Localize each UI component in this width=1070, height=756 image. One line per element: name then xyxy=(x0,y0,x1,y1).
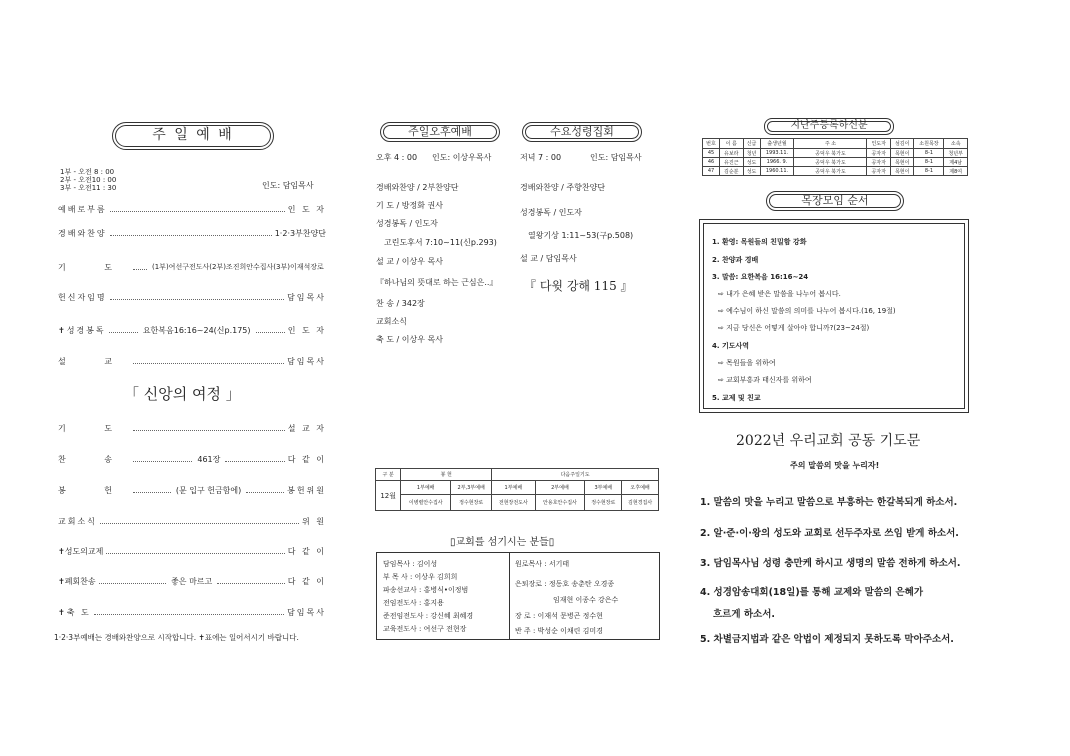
duty-table xyxy=(375,468,659,511)
order-row: 찬 송 461장 다 같 이 xyxy=(58,454,326,464)
newcomer-row: 46 유진근 성도 1966. 9. 공덕우 북가도 공자자 목현이 8-1 제4남 xyxy=(703,158,968,167)
afternoon-line: 성경봉독 / 인도자 xyxy=(376,219,438,228)
newcomer-header: 소원목장 xyxy=(914,139,944,149)
newcomer-header: 주 소 xyxy=(794,139,867,149)
afternoon-line: 교회소식 xyxy=(376,317,407,326)
order-row: ✝성도의교제 다 같 이 xyxy=(58,546,326,556)
newcomer-header: 섬김이 xyxy=(890,139,914,149)
prayer-title: 2022년 우리교회 공동 기도문 xyxy=(736,433,921,449)
staff-left: 준전임전도사 : 강신혜 최혜경 xyxy=(383,612,474,620)
order-row: 설 교 담임목사 xyxy=(58,356,326,366)
sunday-sermon: 「 신앙의 여정 」 xyxy=(124,385,241,403)
newcomer-header: 이 름 xyxy=(720,139,744,149)
sunday-footnote: 1·2·3부예배는 경배와찬양으로 시작합니다. ✝표에는 일어서시기 바랍니다. xyxy=(54,633,299,642)
afternoon-title-frame xyxy=(380,122,500,142)
duty-h1: 구 분 xyxy=(376,469,401,481)
prayer-item: 흐르게 하소서. xyxy=(713,609,775,620)
prayer-item: 5. 차별금지법과 같은 악법이 제정되지 못하도록 막아주소서. xyxy=(700,634,954,645)
afternoon-line: 『하나님의 뜻대로 하는 근심은..』 xyxy=(376,278,498,287)
afternoon-title: 주일오후예배 xyxy=(408,125,472,138)
prayer-item: 4. 성경암송대회(18일)를 통해 교제와 말씀의 은혜가 xyxy=(700,587,924,598)
prayer-item: 2. 알·준·이·왕의 성도와 교회로 선두주자로 쓰임 받게 하소서. xyxy=(700,528,959,539)
wednesday-time: 저녁 7 : 00 xyxy=(520,153,562,162)
newcomer-title: 지난주등록하신분 xyxy=(790,120,868,131)
mokjang-item: 3. 말씀: 요한복음 16:16~24 xyxy=(712,273,809,281)
duty-sub: 1부예배 xyxy=(401,481,451,495)
order-row: 경배와찬양 1·2·3부찬양단 xyxy=(58,228,326,238)
staff-left: 전임전도사 : 홍지용 xyxy=(383,599,444,607)
duty-h3: 다음주일기도 xyxy=(492,469,659,481)
prayer-item: 1. 말씀의 맛을 누리고 말씀으로 부흥하는 한갈복되게 하소서. xyxy=(700,497,958,508)
mokjang-title-frame xyxy=(766,191,904,211)
order-row: 기 도 설 교 자 xyxy=(58,423,326,433)
staff-left: 부 목 사 : 이상우 김희희 xyxy=(383,573,458,581)
duty-name: 전현장전도사 xyxy=(492,495,535,511)
staff-right: 반 주 : 박성순 이채린 김미경 xyxy=(515,627,603,635)
newcomer-row: 45 유보라 청년 1993.11. 공덕우 북가도 공자자 목현이 8-1 청년부 xyxy=(703,149,968,158)
mokjang-sub: ⇨ 내가 은혜 받은 말씀을 나누어 봅시다. xyxy=(718,290,841,298)
wednesday-title-frame xyxy=(522,122,642,142)
prayer-item: 3. 담임목사님 성령 충만케 하시고 생명의 말씀 전하게 하소서. xyxy=(700,558,961,569)
wednesday-title: 수요성령집회 xyxy=(550,125,614,138)
wednesday-leader: 인도: 담임목사 xyxy=(590,153,642,162)
sunday-title-frame xyxy=(112,122,274,150)
wednesday-line: 열왕기상 1:11~53(구p.508) xyxy=(528,231,634,240)
order-row: 예배로부름 인 도 자 xyxy=(58,204,326,214)
newcomer-header: 번호 xyxy=(703,139,720,149)
afternoon-leader: 인도: 이상우목사 xyxy=(432,153,492,162)
staff-left: 파송선교사 : 홍병식•이정범 xyxy=(383,586,469,594)
afternoon-line: 찬 송 / 342장 xyxy=(376,299,425,308)
newcomer-header: 출생년월 xyxy=(760,139,794,149)
order-row: 기 도 (1부)여선구전도사(2부)조진희안수집사(3부)이재석장로 xyxy=(58,262,324,272)
staff-box xyxy=(376,552,660,640)
duty-name: 안용호안수집사 xyxy=(535,495,585,511)
time-3: 3부 - 오전11 : 30 xyxy=(60,184,117,192)
duty-sub: 2부예배 xyxy=(535,481,585,495)
newcomer-row: 47 김순분 성도 1960.11. 공덕우 북가도 공자자 목현이 8-1 제8여 xyxy=(703,167,968,176)
staff-right: 장 로 : 이재석 문병곤 정수현 xyxy=(515,612,603,620)
duty-sub: 2부,3부예배 xyxy=(451,481,492,495)
mokjang-sub: ⇨ 목원들을 위하여 xyxy=(718,359,776,367)
duty-name: 정수현장로 xyxy=(451,495,492,511)
duty-sub: 3부예배 xyxy=(585,481,622,495)
prayer-subtitle: 주의 말씀의 맛을 누리자! xyxy=(790,461,880,470)
mokjang-item: 4. 기도사역 xyxy=(712,342,750,350)
order-row: 헌신자임명 담임목사 xyxy=(58,292,326,302)
newcomer-header: 소속 xyxy=(944,139,968,149)
time-2: 2부 - 오전10 : 00 xyxy=(60,176,117,184)
wednesday-line: 설 교 / 담임목사 xyxy=(520,254,577,263)
afternoon-time: 오후 4 : 00 xyxy=(376,153,418,162)
duty-name: 정수현장로 xyxy=(585,495,622,511)
mokjang-title: 목장모임 순서 xyxy=(801,194,869,207)
staff-left: 담임목사 : 김이성 xyxy=(383,560,438,568)
duty-name: 김현경집사 xyxy=(622,495,659,511)
order-row: ✝폐회찬송 좋은 마르고 다 같 이 xyxy=(58,576,326,586)
mokjang-item: 5. 교제 및 친교 xyxy=(712,394,761,402)
afternoon-line: 경배와찬양 / 2부찬양단 xyxy=(376,183,459,192)
sunday-leader: 인도: 담임목사 xyxy=(262,181,314,190)
sunday-title: 주 일 예 배 xyxy=(152,127,234,143)
mokjang-item: 1. 환영: 목원들의 친밀함 강화 xyxy=(712,238,807,246)
newcomer-header: 인도자 xyxy=(867,139,891,149)
order-row: 교회소식 위 원 xyxy=(58,516,326,526)
order-row: ✝성경봉독 요한복음16:16~24(신p.175) 인 도 자 xyxy=(58,325,326,335)
duty-sub: 오후예배 xyxy=(622,481,659,495)
staff-right: 임재현 이종수 강은수 xyxy=(553,596,619,604)
staff-left: 교육전도사 : 여선구 전현장 xyxy=(383,625,467,633)
duty-name: 이병렬안수집사 xyxy=(401,495,451,511)
duty-month: 12월 xyxy=(376,481,401,511)
mokjang-item: 2. 찬양과 경배 xyxy=(712,256,759,264)
duty-sub: 1부예배 xyxy=(492,481,535,495)
newcomer-table xyxy=(702,138,968,176)
newcomer-title-frame xyxy=(764,118,894,135)
time-1: 1부 - 오전 8 : 00 xyxy=(60,168,115,176)
mokjang-sub: ⇨ 교회부흥과 태신자를 위하여 xyxy=(718,376,812,384)
mokjang-sub: ⇨ 지금 당신은 어떻게 살아야 합니까?(23~24절) xyxy=(718,324,870,332)
afternoon-line: 설 교 / 이상우 목사 xyxy=(376,257,443,266)
afternoon-line: 고린도후서 7:10~11(신p.293) xyxy=(384,238,497,247)
staff-right: 은퇴장로 : 정동호 송춘탄 오경종 xyxy=(515,580,615,588)
wednesday-line: 경배와찬양 / 주향찬양단 xyxy=(520,183,606,192)
afternoon-line: 축 도 / 이상우 목사 xyxy=(376,335,443,344)
staff-title: ▯교회를 섬기시는 분들▯ xyxy=(450,537,555,548)
wednesday-line: 성경봉독 / 인도자 xyxy=(520,208,582,217)
order-row: ✝축 도 담임목사 xyxy=(58,607,326,617)
wednesday-sermon: 『 다윗 강해 115 』 xyxy=(524,279,633,293)
duty-h2: 봉 헌 xyxy=(401,469,492,481)
mokjang-sub: ⇨ 예수님이 하신 말씀의 의미를 나누어 봅시다.(16, 19절) xyxy=(718,307,896,315)
order-row: 봉 헌 (문 입구 헌금함에) 봉헌위원 xyxy=(58,485,327,495)
newcomer-header: 신급 xyxy=(743,139,760,149)
staff-right: 원로목사 : 서기태 xyxy=(515,560,570,568)
afternoon-line: 기 도 / 방정화 권사 xyxy=(376,201,443,210)
